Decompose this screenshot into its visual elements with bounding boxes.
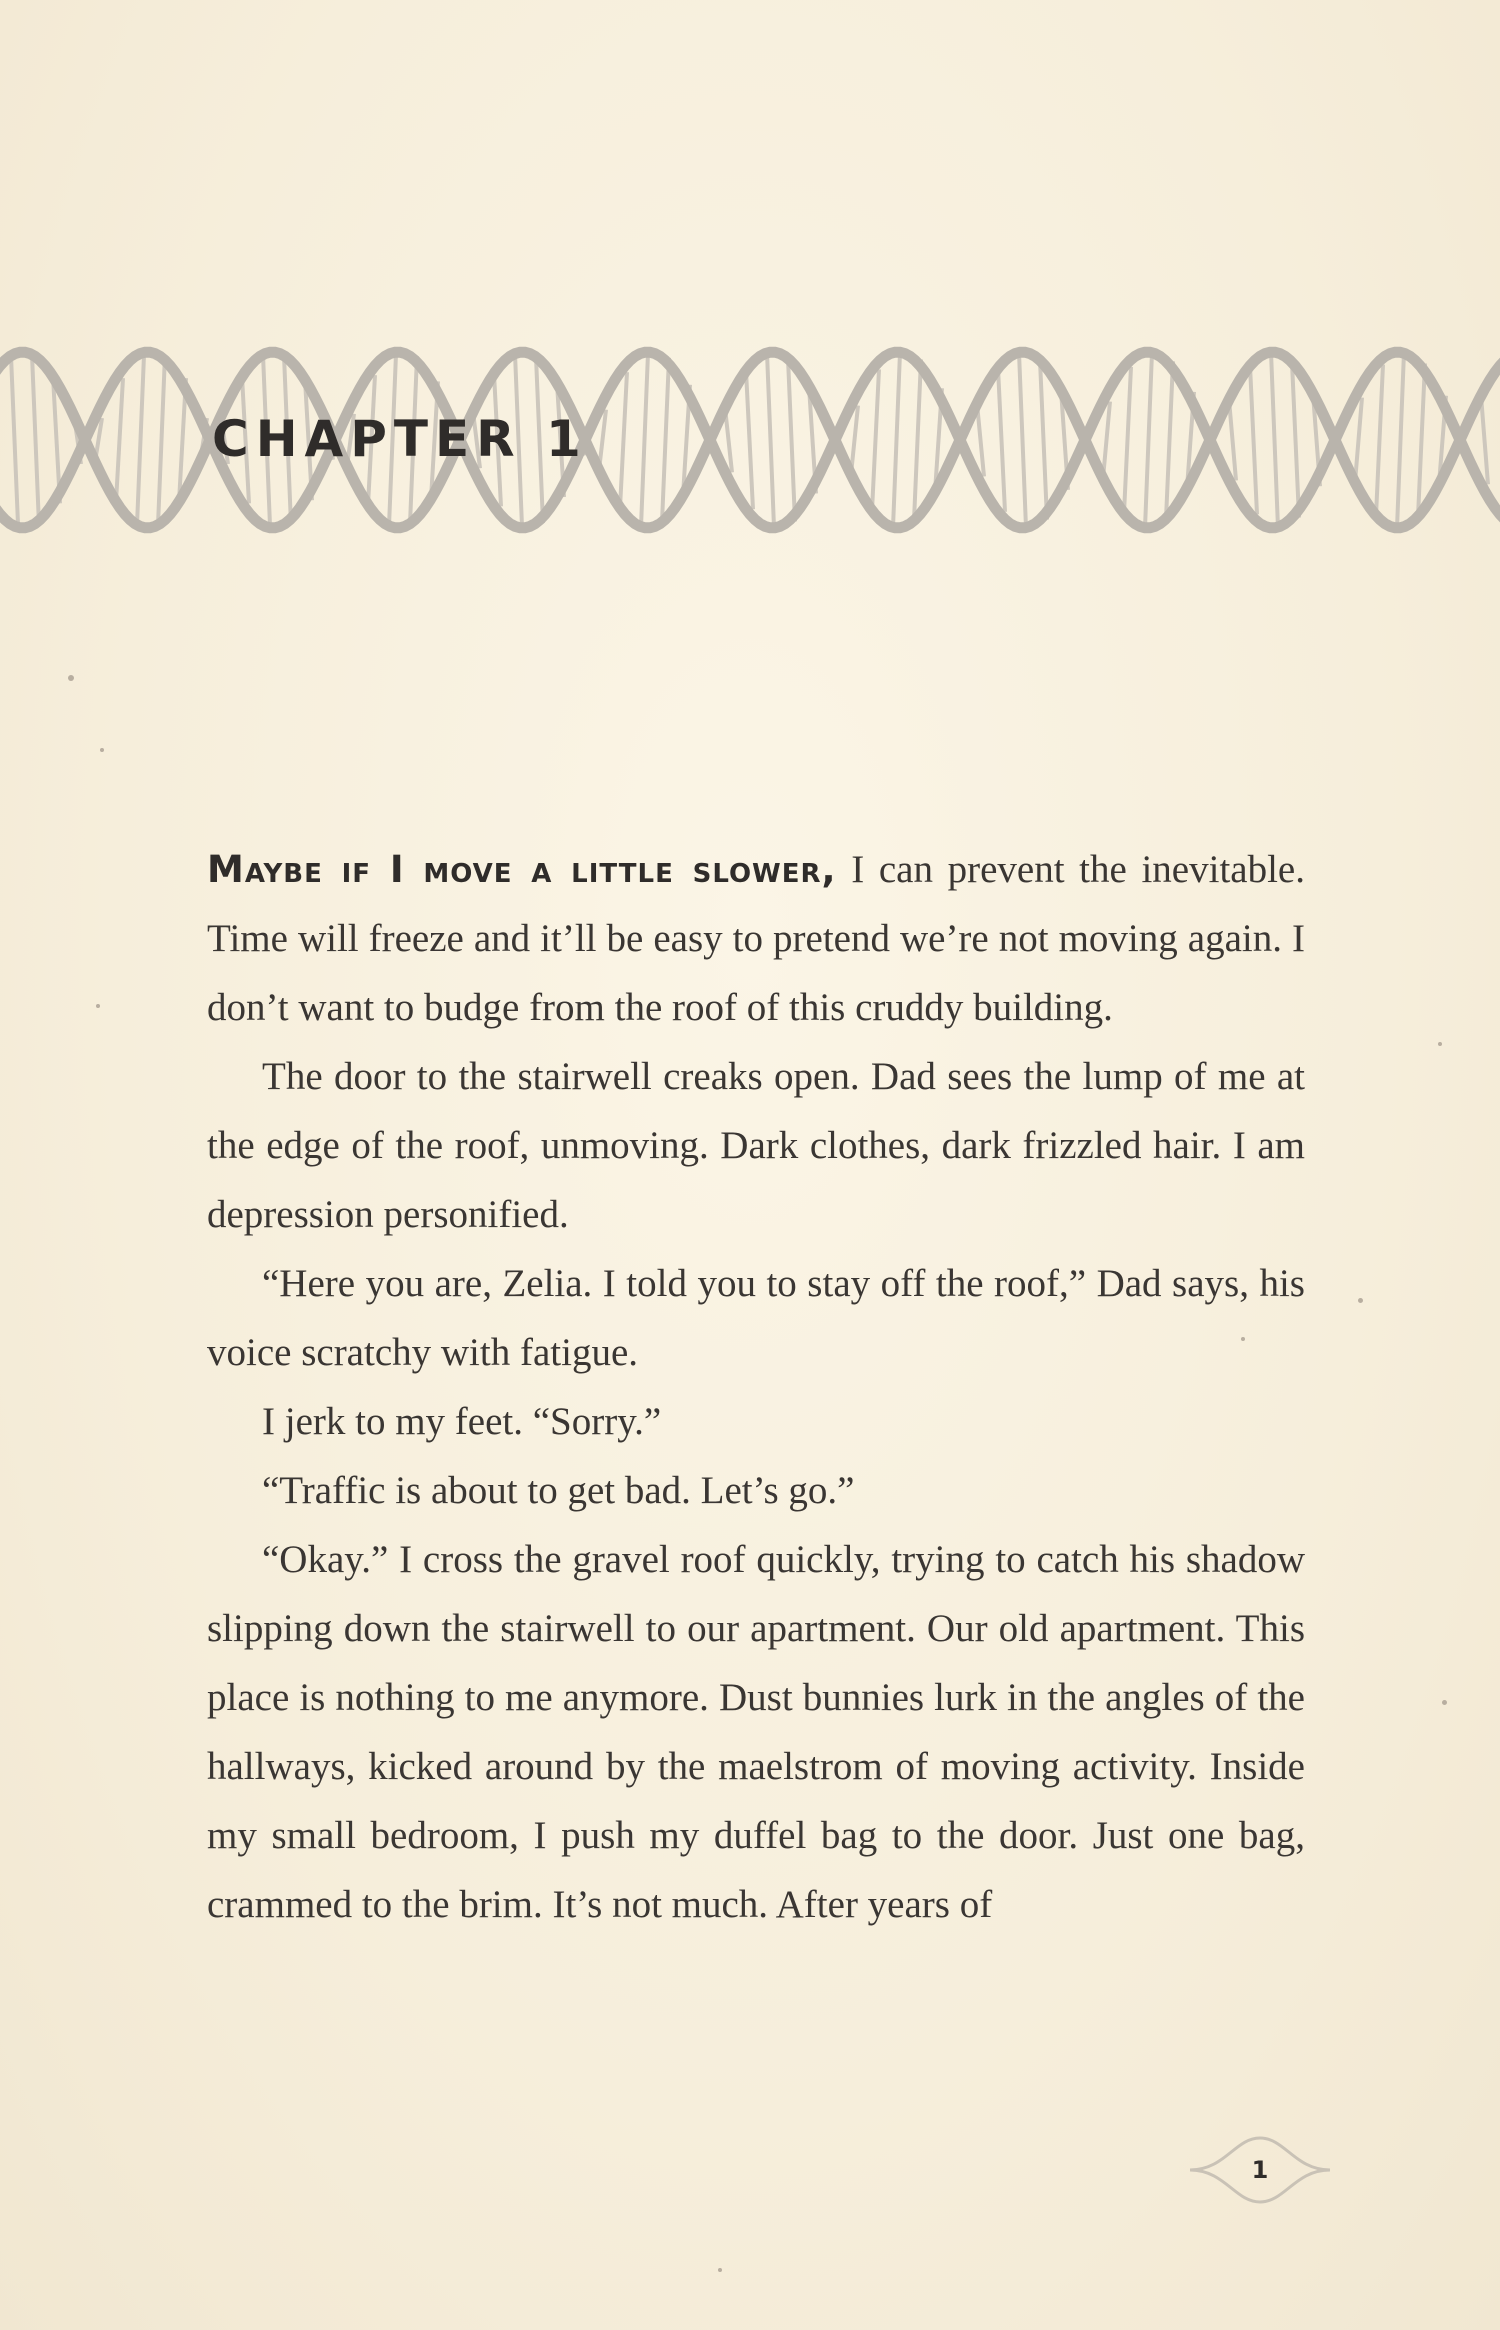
dna-rung bbox=[893, 353, 900, 528]
paper-speck bbox=[1438, 1042, 1442, 1046]
dna-rung bbox=[620, 372, 627, 508]
dna-rung bbox=[1292, 362, 1299, 517]
paper-speck bbox=[1241, 1337, 1245, 1341]
dna-rung bbox=[1397, 352, 1404, 528]
dna-rung bbox=[1376, 365, 1383, 516]
dna-rung bbox=[1019, 352, 1026, 527]
dna-rung bbox=[662, 358, 669, 522]
dna-rung bbox=[1124, 367, 1131, 513]
paper-speck bbox=[1442, 1700, 1447, 1705]
dna-rung bbox=[1355, 398, 1362, 483]
chapter-text bbox=[207, 835, 1305, 1939]
paragraph-4: I jerk to my feet. “Sorry.” bbox=[262, 1400, 662, 1443]
dna-rung bbox=[116, 378, 123, 502]
paper-speck bbox=[100, 748, 104, 752]
dna-rung bbox=[1250, 366, 1257, 515]
paragraph-1-text: I can prevent the inevitable. Time will freeze and it’ll be easy to pretend we’re not moving again. I don’t want to budge from the roof of this cruddy building. bbox=[207, 848, 1305, 1029]
dna-rung bbox=[137, 355, 144, 525]
dna-rung bbox=[158, 355, 165, 525]
dna-rung bbox=[977, 404, 984, 477]
lead-in: Maybe if I move a little slower, bbox=[207, 848, 837, 891]
dna-rung bbox=[1418, 363, 1425, 516]
dna-rung bbox=[1481, 396, 1488, 485]
paragraph-5: “Traffic is about to get bad. Let’s go.” bbox=[262, 1469, 855, 1512]
dna-rung bbox=[1040, 360, 1047, 519]
page-number-ornament bbox=[1190, 2130, 1330, 2210]
paper-speck bbox=[718, 2268, 722, 2272]
dna-rung bbox=[1271, 352, 1278, 528]
paper-speck bbox=[68, 675, 74, 681]
dna-rung bbox=[32, 354, 39, 525]
dna-rung bbox=[641, 353, 648, 527]
page-number: 1 bbox=[1251, 2156, 1269, 2184]
paragraph-3: “Here you are, Zelia. I told you to stay off the roof,” Dad says, his voice scratchy with fatigue. bbox=[207, 1262, 1305, 1374]
dna-rung bbox=[914, 359, 921, 520]
dna-rung bbox=[1145, 352, 1152, 528]
paper-speck bbox=[1358, 1298, 1363, 1303]
dna-rung bbox=[767, 353, 774, 527]
dna-rung bbox=[1103, 402, 1110, 479]
dna-rung bbox=[788, 359, 795, 522]
paragraph-1 bbox=[207, 835, 1305, 1042]
paragraph-2: The door to the stairwell creaks open. Dad sees the lump of me at the edge of the roof, unmoving. Dark clothes, dark frizzled hair. I am depression personified. bbox=[207, 1055, 1305, 1236]
chapter-heading: CHAPTER 1 bbox=[212, 410, 588, 468]
dna-rung bbox=[1229, 400, 1236, 481]
dna-rung bbox=[872, 369, 879, 510]
dna-rung bbox=[746, 371, 753, 509]
dna-rung bbox=[1166, 361, 1173, 518]
paper-speck bbox=[96, 1004, 100, 1008]
paragraph-6: “Okay.” I cross the gravel roof quickly, trying to catch his shadow slipping down the stairwell to our apartment. Our old apartment. This place is nothing to me anymore. Dust bunnies lurk in the angles of the hallways, kicked around by the maelstrom of moving activity. Inside my small bedroom, I push my duffel bag to the door. Just one bag, crammed to the brim. It’s not much. After years of bbox=[207, 1538, 1305, 1926]
dna-rung bbox=[11, 356, 18, 525]
dna-rung bbox=[998, 368, 1005, 512]
